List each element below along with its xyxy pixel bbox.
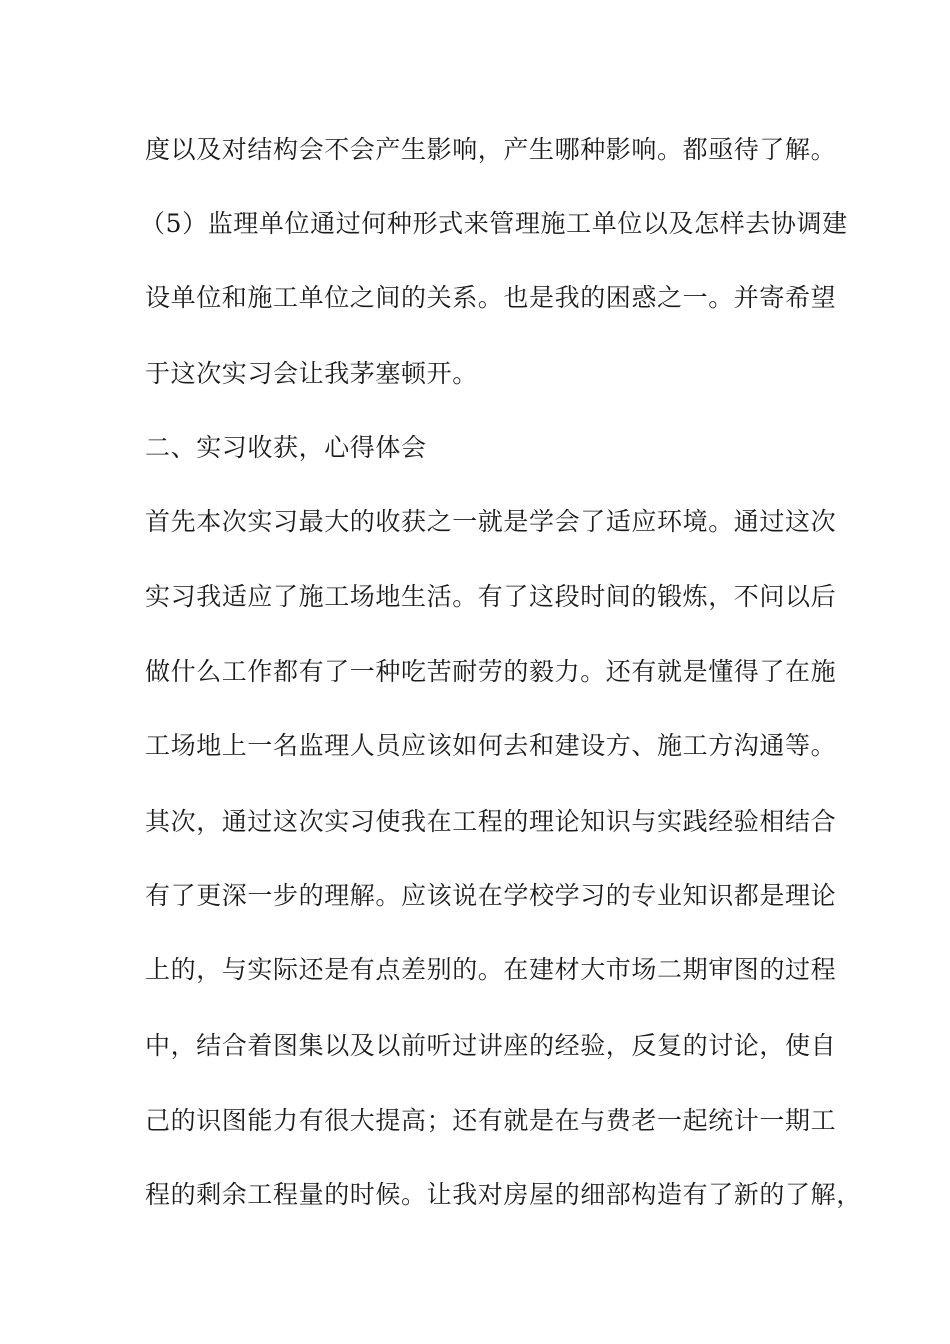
text-line: 程的剩余工程量的时候。让我对房屋的细部构造有了新的了解，: [145, 1180, 862, 1209]
text-line: 于这次实习会让我茅塞顿开。: [145, 359, 478, 388]
text-line: 己的识图能力有很大提高；还有就是在与费老一起统计一期工: [145, 1106, 837, 1135]
section-heading: 二、实习收获，心得体会: [145, 433, 427, 462]
text-line: 设单位和施工单位之间的关系。也是我的困惑之一。并寄希望: [145, 283, 837, 312]
text-line: 首先本次实习最大的收获之一就是学会了适应环境。通过这次: [145, 507, 837, 536]
text-line: 其次，通过这次实习使我在工程的理论知识与实践经验相结合: [145, 807, 837, 836]
text-line: 上的，与实际还是有点差别的。在建材大市场二期审图的过程: [145, 955, 837, 984]
text-line: 工场地上一名监理人员应该如何去和建设方、施工方沟通等。: [145, 731, 837, 760]
text-line: （5）监理单位通过何种形式来管理施工单位以及怎样去协调建: [140, 209, 848, 238]
text-line: 有了更深一步的理解。应该说在学校学习的专业知识都是理论: [145, 881, 837, 910]
text-line: 做什么工作都有了一种吃苦耐劳的毅力。还有就是懂得了在施: [145, 657, 837, 686]
text-line: 实习我适应了施工场地生活。有了这段时间的锻炼，不问以后: [145, 582, 837, 611]
text-line: 中，结合着图集以及以前听过讲座的经验，反复的讨论，使自: [145, 1031, 837, 1060]
text-line: 度以及对结构会不会产生影响，产生哪种影响。都亟待了解。: [145, 135, 837, 164]
